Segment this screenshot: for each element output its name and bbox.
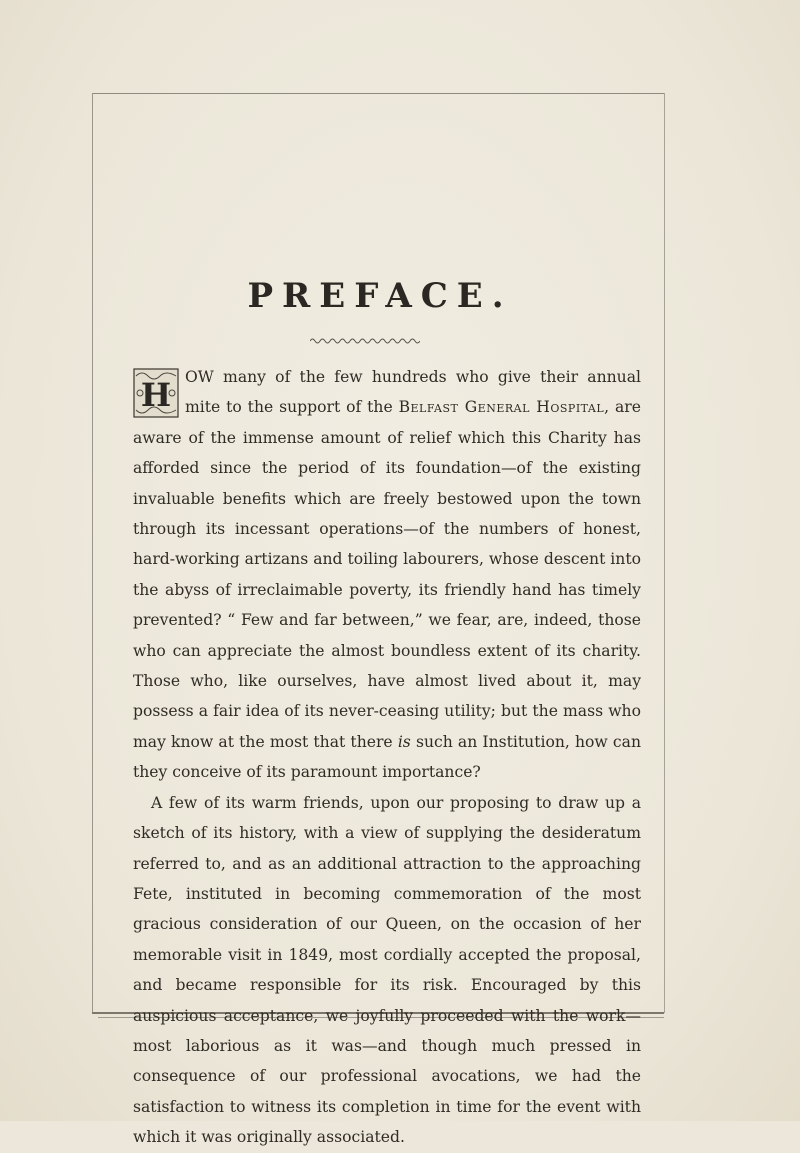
- institution-name: Belfast General Hospital: [398, 398, 605, 417]
- paragraph-1: [133, 362, 641, 788]
- page-title: PREFACE.: [247, 276, 513, 316]
- border-rule-left: [92, 93, 93, 1013]
- dropcap-letter: H: [140, 376, 172, 414]
- border-rule-right: [664, 93, 665, 1013]
- paragraph-1-emphasis: is: [397, 732, 411, 751]
- paragraph-1-rest: , are aware of the immense amount of relief which this Charity has afforded since the period of its foundation—of the existing invaluable benefits which are freely bestowed upon the town through its incessant operations—of the numbers of honest, hard-working artizans and toiling labourers, whose descent into the abyss of irreclaimable poverty, its friendly hand has timely prevented? “ Few and far between,” we fear, are, indeed, those who can appreciate the almost boundless extent of its charity. Those who, like ourselves, have almost lived about it, may possess a fair idea of its never-ceasing utility; but the mass who may know at the most that there: [133, 398, 641, 751]
- decorative-initial-icon: [133, 368, 179, 418]
- paragraph-2: A few of its warm friends, upon our proposing to draw up a sketch of its history, with a view of supplying the desideratum referred to, and as an additional attraction to the approaching Fete, instituted in becoming commemoration of the most gracious consideration of our Queen, on the occasion of her memorable visit in 1849, most cordially accepted the proposal, and became responsible for its risk. Encouraged by this auspicious acceptance, we joyfully proceeded with the work—most laborious as it was—and though much pressed in consequence of our professional avocations, we had the satisfaction to witness its completion in time for the event with which it was originally associated.: [133, 793, 641, 1147]
- paragraph-1-lead: OW many of the few hundreds who give their annual mite to the support of the: [185, 368, 641, 417]
- border-rule-top: [92, 93, 664, 94]
- paragraph-1-end: such an Institution, how can they conceive of its paramount importance?: [133, 732, 641, 782]
- preface-body: [133, 362, 641, 1153]
- wavy-rule-ornament: [310, 336, 420, 346]
